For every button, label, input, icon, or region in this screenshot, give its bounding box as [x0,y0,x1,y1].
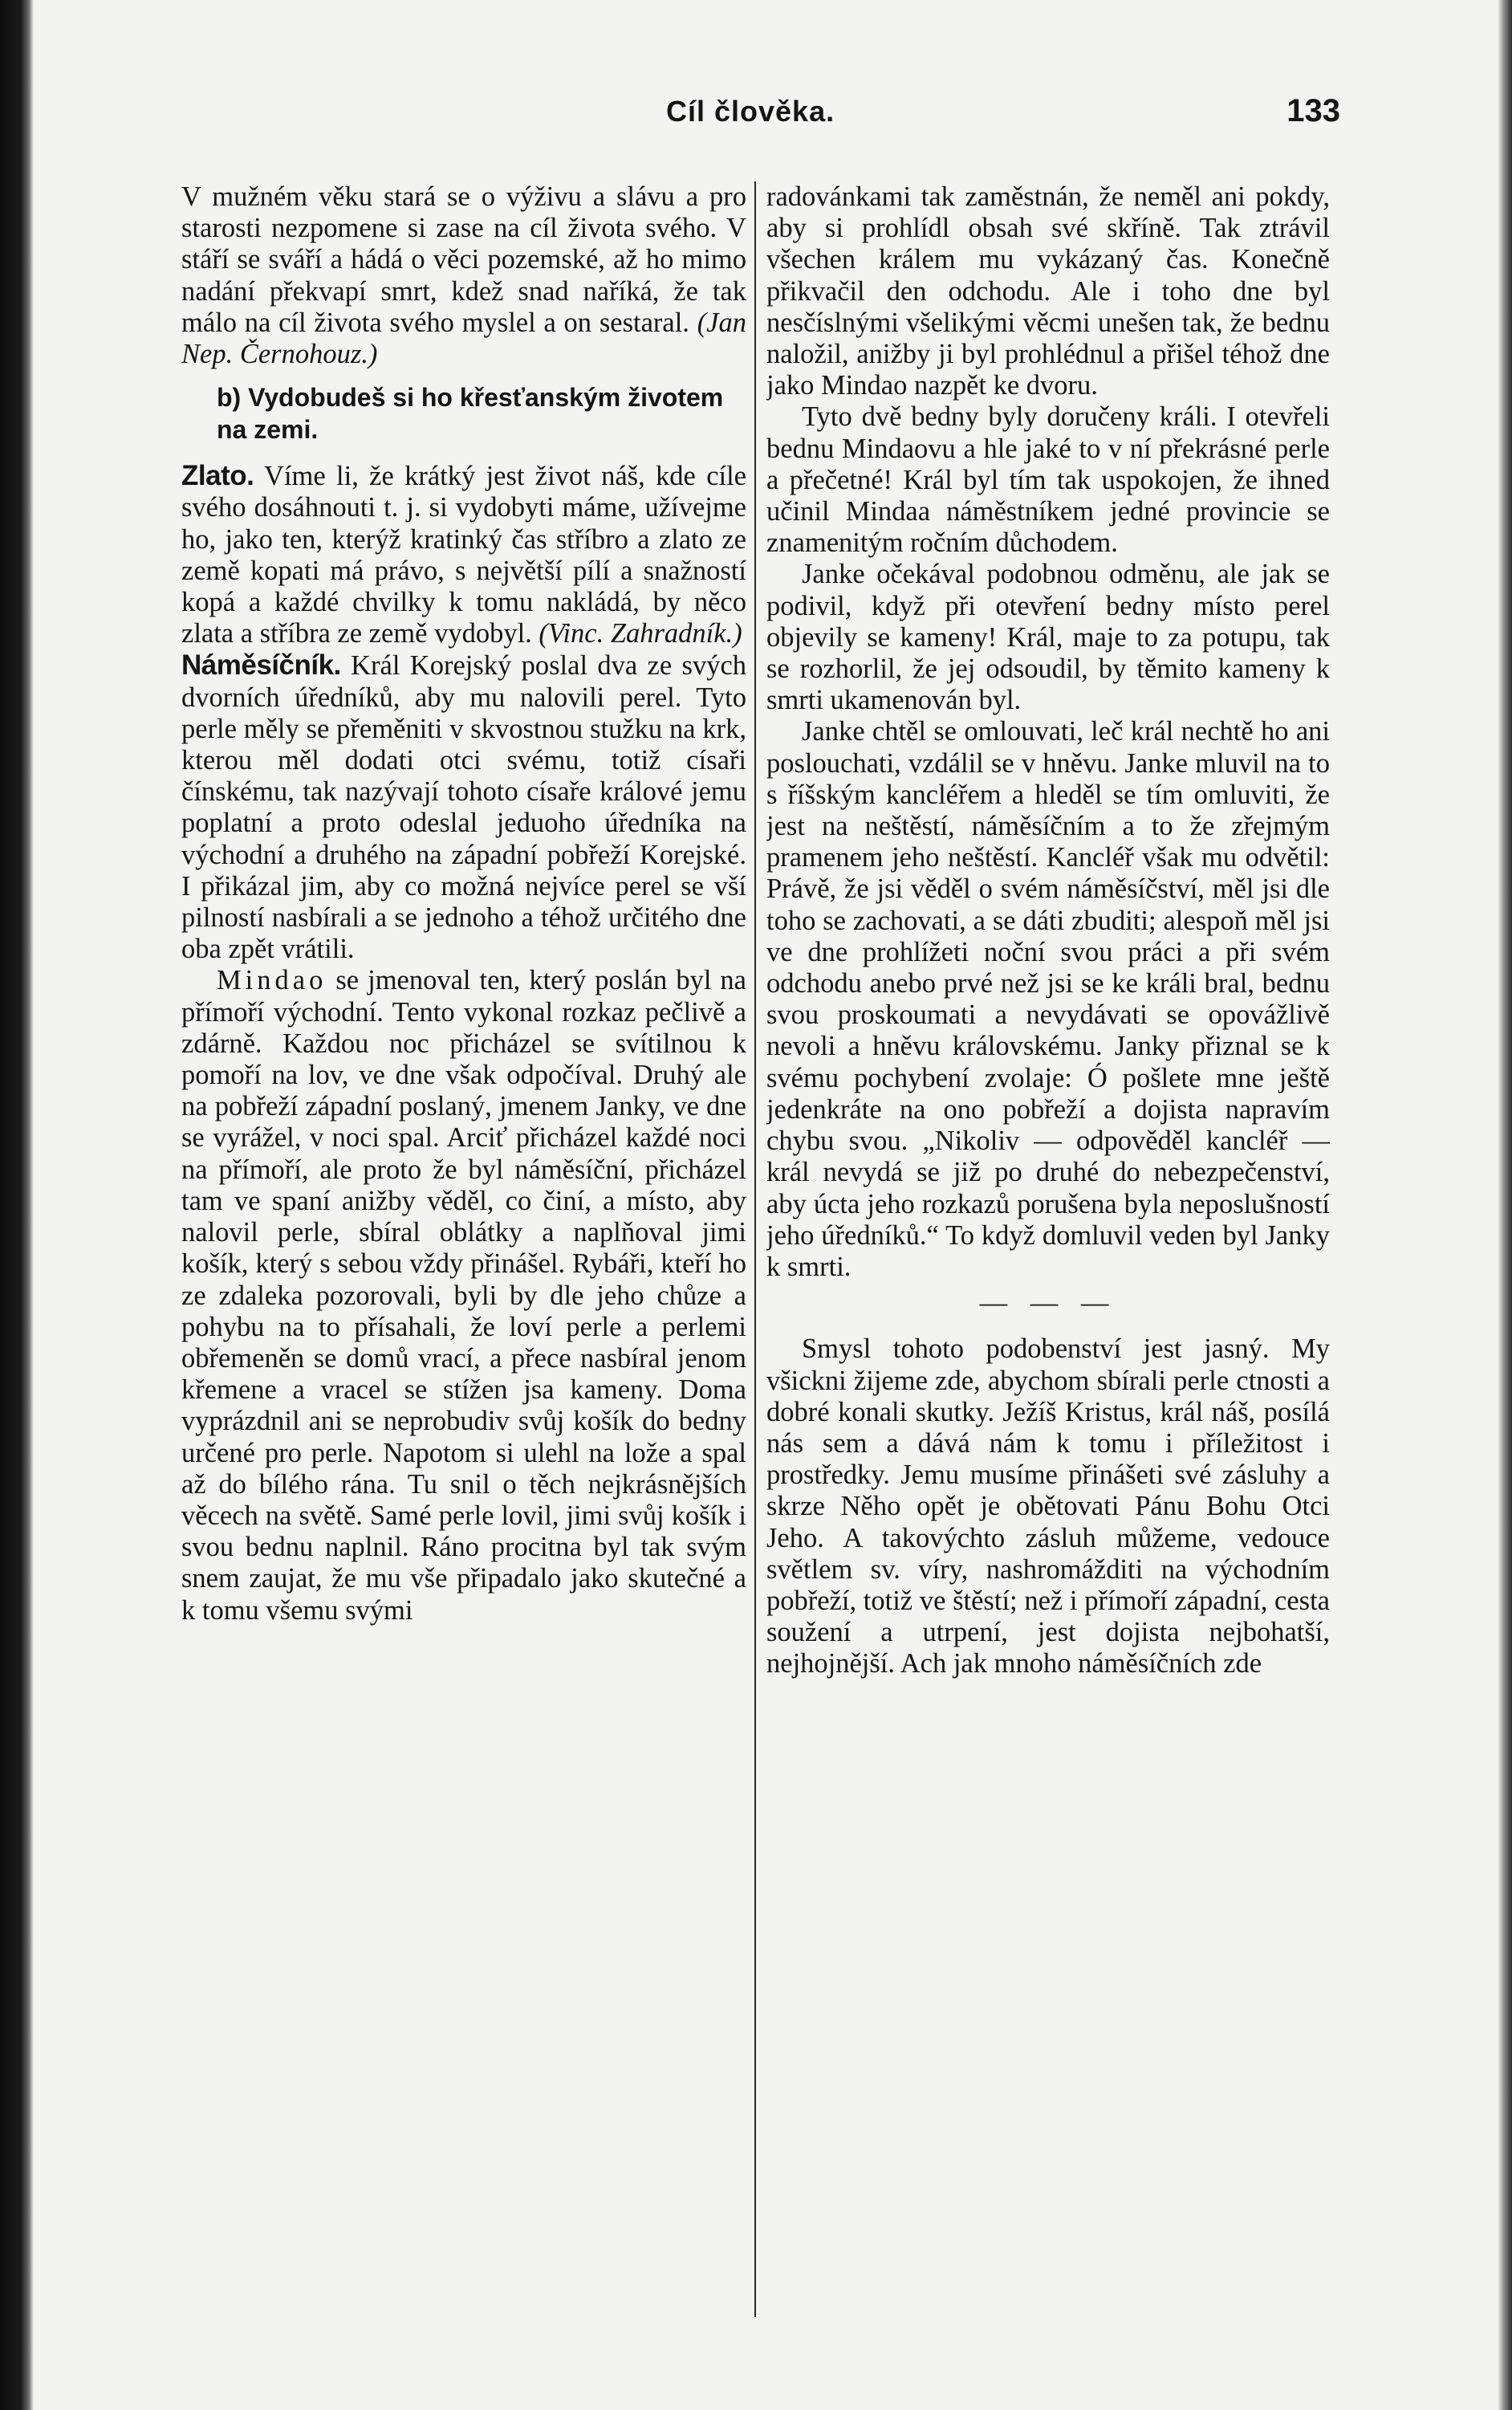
signature-zahradnik: (Vinc. Zahradník.) [539,618,742,649]
lead-word-zlato: Zlato. [181,460,254,492]
left-column [181,181,746,2381]
paragraph-bedny: Tyto dvě bedny byly doručeny králi. I otevřeli bednu Mindaovu a hle jaké to v ní překrásné perle a přečetné! Král byl tím tak uspokojen, že ihned učinil Mindaa náměstníkem jedné provincie se znamenitým ročním důchodem. [766,401,1330,559]
paragraph-janke-ocekaval: Janke očekával podobnou odměnu, ale jak se podivil, když při otevření bedny místo perel objevily se kameny! Král, maje to za potupu, tak se rozhorlil, že jej odsoudil, by těmito kameny k smrti ukamenován byl. [766,559,1330,716]
paragraph-stari [181,181,746,370]
running-title: Cíl člověka. [666,95,835,128]
section-heading-b: b) Vydobudeš si ho křesťanským životem na zemi. [217,383,724,445]
paragraph-smysl: Smysl tohoto podobenství jest jasný. My všickni žijeme zde, abychom sbírali perle ctnosti a dobré konali skutky. Ježíš Kristus, král náš, posílá nás sem a dává nám k tomu i příležitost i prostředky. Jemu musíme přinášeti své zásluhy a skrze Něho opět je obětovati Pánu Bohu Otci Jeho. A takovýchto zásluh můžeme, vedouce světlem sv. víry, nashromážditi na východním pobřeží, totiž ve štěstí; než i přímoří západní, cesta soužení a utrpení, jest dojista nejbohatší, nejhojnější. Ach jak mnoho náměsíčních zde [766,1333,1330,1679]
paragraph-zlato-text: Víme li, že krátký jest život náš, kde cíle svého dosáhnouti t. j. si vydobyti máme, užívejme ho, jako ten, kterýž kratinký čas stříbro a zlato ze země kopati má právo, s největší pílí a snažností kopá a každé chvilky k tomu nakládá, by něco zlata a stříbra ze země vydobyl. [181,461,746,649]
page-number: 133 [1286,93,1340,128]
paragraph-mindao [181,965,746,1626]
paragraph-namesicnik [181,649,746,965]
column-divider [754,181,756,2317]
paragraph-stari-text: V mužném věku stará se o výživu a slávu a pro starosti nezpomene si zase na cíl života svého. V stáří se sváří a hádá o věci pozemské, až ho mimo nadání překvapí smrt, kdež snad naříká, že tak málo na cíl života svého myslel a on sestaral. [181,181,746,338]
right-column [766,181,1330,2381]
paragraph-mindao-text: se jmenoval ten, který poslán byl na přímoří východní. Tento vykonal rozkaz pečlivě a zdárně. Každou noc přicházel se svítilnou k pomoří na lov, ve dne však odpočíval. Druhý ale na pobřeží západní poslaný, jmenem Janky, ve dne se vyrážel, v noci spal. Arciť přicházel každé noci na přímoří, ale proto že byl náměsíční, přicházel tam ve spaní anižby věděl, co činí, a místo, aby nalovil perle, sbíral oblátky a naplňoval jimi košík, který s sebou vždy přinášel. Rybáři, kteří ho ze zdaleka pozorovali, byli by dle jeho chůze a pohybu na to přísahali, že loví perle a perlemi obřemeněn se domů vrací, a přece nasbíral jenom křemene a vracel se stížen jsa kameny. Doma vyprázdnil ani se neprobudiv svůj košík do bedny určené pro perle. Napotom si ulehl na lože a spal až do bílého rána. Tu snil o těch nejkrásnějších věcech na světě. Samé perle lovil, jimi svůj košík i svou bednu naplnil. Ráno procitna byl tak svým snem zaujat, že mu vše připadalo jako skutečné a k tomu všemu svými [181,965,746,1626]
signature-cernohouz: (Jan Nep. Černohouz.) [181,307,746,370]
name-mindao: Mindao [217,965,327,996]
scan-edge-left [0,0,34,2410]
paragraph-zlato [181,460,746,649]
paragraph-namesicnik-text: Král Korejský poslal dva ze svých dvorních úředníků, aby mu nalovili perel. Tyto perle měly se přeměniti v skvostnou stužku na krk, kterou měl dodati otci svému, totiž císaři čínskému, tak nazývají tohoto císaře králové jemu poplatní a proto odeslal jeduoho úředníka na východní a druhého na západní pobřeží Korejské. I přikázal jim, aby co možná nejvíce perel se vší pilností nasbírali a se jednoho a téhož určitého dne oba zpět vrátili. [181,650,746,965]
paragraph-radovanky: radovánkami tak zaměstnán, že neměl ani pokdy, aby si prohlídl obsah své skříně. Tak ztrávil všechen králem mu vykázaný čas. Konečně přikvačil den odchodu. Ale i toho dne byl nesčíslnými všelikými věcmi unešen tak, že bednu naložil, anižby ji byl prohlédnul a přišel téhož dne jako Mindao nazpět ke dvoru. [766,181,1330,401]
scan-edge-right [1498,0,1512,2410]
section-separator: — — — [979,1288,1117,1319]
paragraph-janke-omluva: Janke chtěl se omlouvati, leč král nechtě ho ani poslouchati, vzdálil se v hněvu. Janke mluvil na to s říšským kancléřem a hleděl se tím omluviti, že jest na neštěstí, náměsíčním a to že zřejmým pramenem jeho neštěstí. Kancléř však mu odvětil: Právě, že jsi věděl o svém náměsíčství, měl jsi dle toho se zachovati, a se dáti zbuditi; alespoň měl jsi ve dne prohlížeti noční svou práci a při svém odchodu anebo prvé než jsi se ke králi bral, bednu svou proskoumati a nevydávati se opovážlivě nevoli a hněvu královskému. Janky přiznal se k svému pochybení zvolaje: Ó pošlete mne ještě jedenkráte na ono pobřeží a dojista napravím chybu svou. „Nikoliv — odpověděl kancléř — král nevydá se již po druhé do nebezpečenství, aby úcta jeho rozkazů porušena byla neposlušností jeho úředníků.“ To když domluvil veden byl Janky k smrti. [766,716,1330,1282]
lead-word-namesicnik: Náměsíčník. [181,649,341,682]
